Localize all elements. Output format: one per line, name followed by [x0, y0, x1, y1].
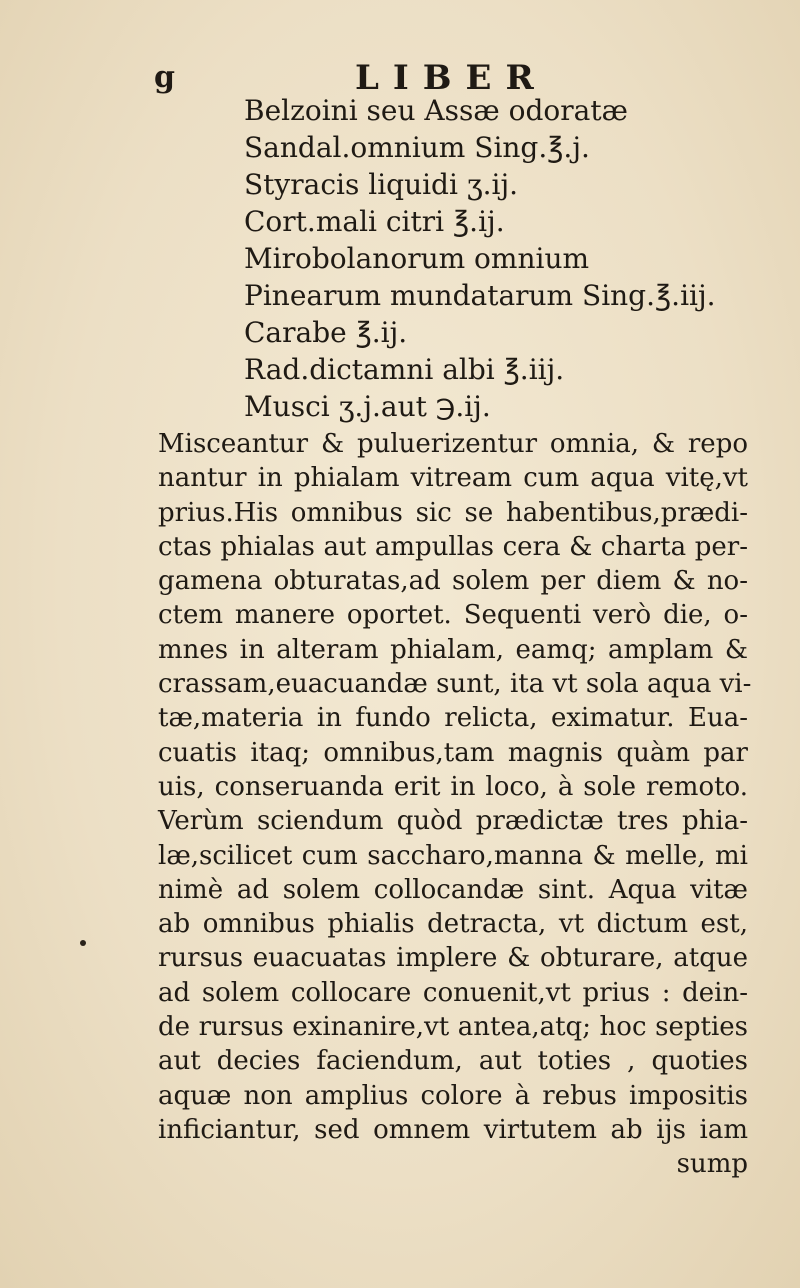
recipe-line: Musci ʒ.j.aut ℈.ij. [244, 390, 491, 423]
recipe-line: Cort.mali citri ℥.ij. [244, 205, 505, 238]
text-line: Misceantur & puluerizentur omnia, & repo [158, 429, 748, 459]
recipe-line: Carabe ℥.ij. [244, 316, 408, 349]
text-line: gamena obturatas,ad solem per diem & no- [158, 566, 748, 597]
text-line: uis, conseruanda erit in loco, à sole remoto. [158, 771, 748, 802]
text-line: inficiantur, sed omnem virtutem ab ijs iam [158, 1114, 748, 1145]
text-line: ctas phialas aut ampullas cera & charta per- [158, 531, 748, 562]
text-line: nimè ad solem collocandæ sint. Aqua vitæ [158, 874, 748, 905]
recipe-line: Belzoini seu Assæ odoratæ [244, 94, 628, 127]
margin-dot [80, 940, 86, 946]
text-line: ad solem collocare conuenit,vt prius : dein- [158, 977, 748, 1008]
text-line: prius.His omnibus sic se habentibus,prædi- [158, 497, 748, 528]
text-line: aut decies faciendum, aut toties , quoties [158, 1046, 748, 1077]
text-line: læ,scilicet cum saccharo,manna & melle, mi [158, 840, 748, 871]
text-line: Verùm sciendum quòd prædictæ tres phia- [158, 806, 748, 837]
recipe-line: Sandal.omnium Sing.℥.j. [244, 131, 590, 164]
text-line: crassam,euacuandæ sunt, ita vt sola aqua vi- [158, 669, 752, 700]
text-line: ab omnibus phialis detracta, vt dictum est, [158, 909, 748, 940]
text-line: de rursus exinanire,vt antea,atq; hoc septies [158, 1012, 748, 1043]
running-head: LIBER [355, 58, 548, 98]
body-text [158, 427, 752, 1182]
text-line: mnes in alteram phialam, eamq; amplam & [158, 634, 748, 665]
text-line: rursus euacuatas implere & obturare, atque [158, 943, 748, 974]
recipe-line: Rad.dictamni albi ℥.iij. [244, 353, 565, 386]
recipe-list [244, 92, 716, 425]
signature-mark: g [154, 60, 175, 95]
text-line: nantur in phialam vitream cum aqua vitę,vt [158, 463, 748, 494]
text-line: ctem manere oportet. Sequenti verò die, o- [158, 600, 748, 631]
catchword: sump [676, 1149, 748, 1180]
recipe-line: Pinearum mundatarum Sing.℥.iij. [244, 279, 716, 312]
text-line: aquæ non amplius colore à rebus impositis [158, 1080, 748, 1111]
text-line: tæ,materia in fundo relicta, eximatur. Eua- [158, 703, 748, 734]
recipe-line: Styracis liquidi ʒ.ij. [244, 168, 519, 201]
recipe-line: Mirobolanorum omnium [244, 242, 590, 275]
text-line: cuatis itaq; omnibus,tam magnis quàm par [158, 737, 748, 768]
